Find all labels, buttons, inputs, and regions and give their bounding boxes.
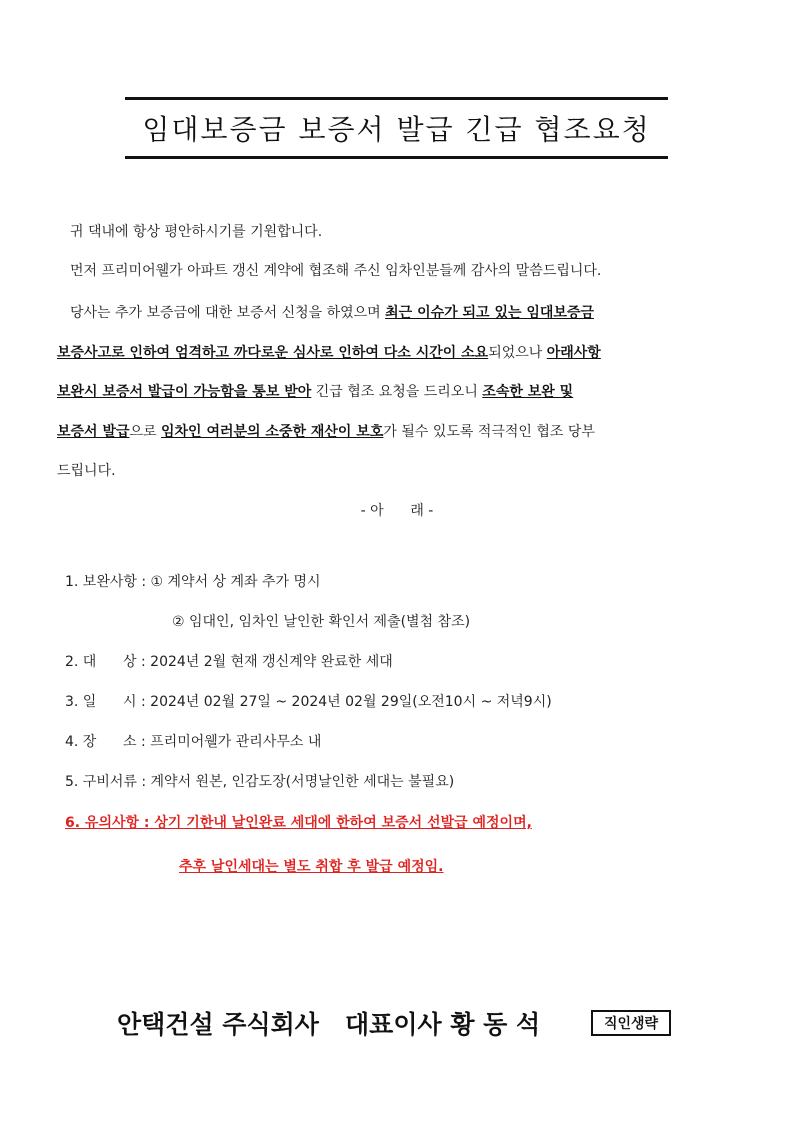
underlined-run: 보증사고로 인하여 엄격하고 까다로운 심사로 인하여 다소 시간이 소요 [57,345,489,361]
stamp-omitted-box: 직인생략 [591,1010,671,1036]
underlined-run: 임차인 여러분의 소중한 재산이 보호 [161,424,384,440]
signature: 안택건설 주식회사 대표이사 황 동 석 [117,1010,541,1039]
item-3: 3. 일 시 : 2024년 02월 27일 ~ 2024년 02월 29일(오전10시 ~ 저녁9시) [65,694,552,710]
item-5: 5. 구비서류 : 계약서 원본, 인감도장(서명날인한 세대는 불필요) [65,774,455,790]
item-1-sub: ② 임대인, 임차인 날인한 확인서 제출(별첨 참조) [172,614,471,630]
underlined-run: 조속한 보완 및 [482,384,574,400]
paragraph-line-3 [57,381,573,401]
underlined-run: 보증서 발급 [57,424,130,440]
underlined-run: 보완시 보증서 발급이 가능함을 통보 받아 [57,384,312,400]
greeting: 귀 댁내에 항상 평안하시기를 기원합니다. [70,224,323,240]
item-4: 4. 장 소 : 프리미어웰가 관리사무소 내 [65,734,322,750]
item-2: 2. 대 상 : 2024년 2월 현재 갱신계약 완료한 세대 [65,654,393,670]
title-box [125,97,668,159]
underlined-run: 아래사항 [546,345,601,361]
paragraph-line-1 [70,302,594,322]
thanks-line: 먼저 프리미어웰가 아파트 갱신 계약에 협조해 주신 임차인분들께 감사의 말씀드립니다. [70,263,602,279]
item-6-sub: 추후 날인세대는 별도 취합 후 발급 예정임. [179,859,444,875]
text-run: 되었으나 [488,345,547,361]
paragraph-line-2 [57,342,601,362]
document-title: 임대보증금 보증서 발급 긴급 협조요청 [142,113,651,146]
section-heading: - 아 래 - [360,503,434,519]
text-run: 당사는 추가 보증금에 대한 보증서 신청을 하였으며 [70,305,386,321]
text-run: 긴급 협조 요청을 드리오니 [311,384,483,400]
item-1: 1. 보완사항 : ① 계약서 상 계좌 추가 명시 [65,574,321,590]
paragraph-line-4 [57,421,595,441]
text-run: 으로 [129,424,161,440]
underlined-run: 최근 이슈가 되고 있는 임대보증금 [385,305,594,321]
item-6: 6. 유의사항 : 상기 기한내 날인완료 세대에 한하여 보증서 선발급 예정이며, [65,815,532,831]
paragraph-line-5: 드립니다. [57,463,116,479]
text-run: 가 될수 있도록 적극적인 협조 당부 [383,424,595,440]
